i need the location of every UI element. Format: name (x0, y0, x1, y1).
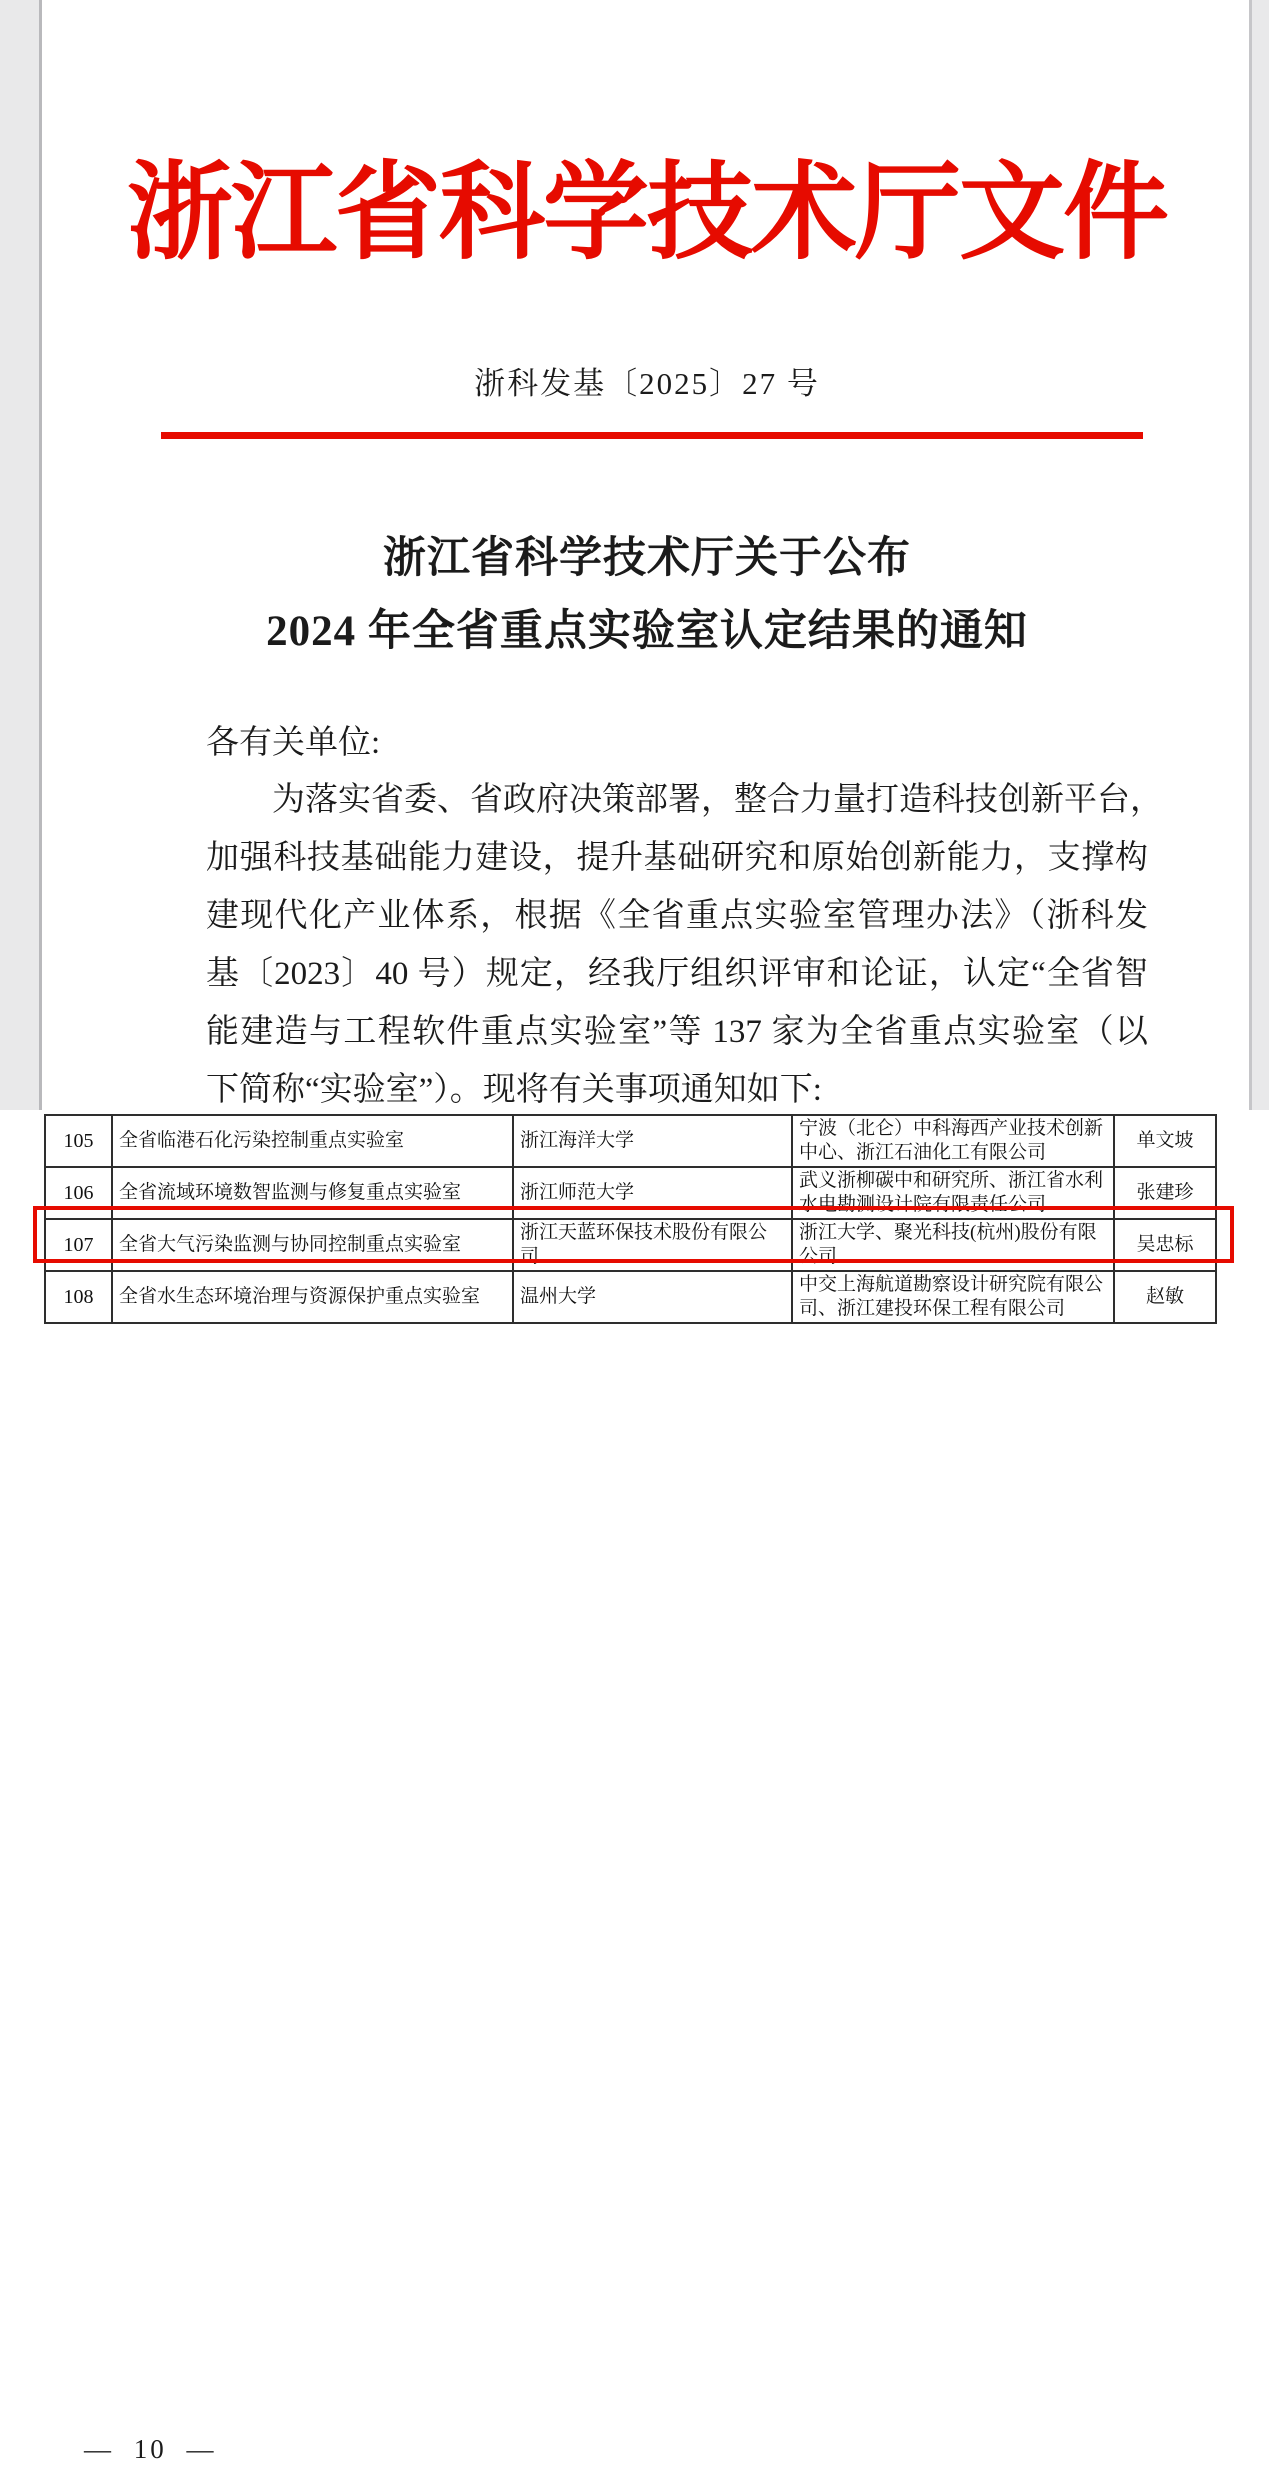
cell-lab-name: 全省大气污染监测与协同控制重点实验室 (112, 1219, 513, 1271)
document-number: 浙科发基〔2025〕27 号 (474, 366, 820, 401)
cell-partner-institutions: 浙江大学、聚光科技(杭州)股份有限公司 (792, 1219, 1114, 1271)
paragraph-line: 为落实省委、省政府决策部署，整合力量打造科技创新平台， (272, 782, 1163, 818)
cell-lab-name: 全省水生态环境治理与资源保护重点实验室 (112, 1271, 513, 1323)
cell-host-institution: 温州大学 (513, 1271, 792, 1323)
paragraph-line: 建现代化产业体系，根据《全省重点实验室管理办法》（浙科发 (206, 898, 1148, 934)
salutation: 各有关单位: (206, 725, 381, 761)
cell-director-name: 赵敏 (1114, 1271, 1216, 1323)
table-row-highlighted (45, 1219, 1216, 1271)
cell-host-institution: 浙江天蓝环保技术股份有限公司 (513, 1219, 792, 1271)
cell-lab-name: 全省流域环境数智监测与修复重点实验室 (112, 1167, 513, 1219)
cell-host-institution: 浙江海洋大学 (513, 1115, 792, 1167)
page-number: — 10 — (84, 2434, 217, 2464)
paragraph-line: 下简称“实验室”）。现将有关事项通知如下: (206, 1072, 822, 1108)
cell-seq-number: 106 (45, 1167, 112, 1219)
cell-lab-name: 全省临港石化污染控制重点实验室 (112, 1115, 513, 1167)
document-page (45, 0, 1249, 1110)
cell-seq-number: 107 (45, 1219, 112, 1271)
paragraph-line: 能建造与工程软件重点实验室”等 137 家为全省重点实验室（以 (206, 1014, 1148, 1050)
notice-title-line-2: 2024 年全省重点实验室认定结果的通知 (266, 608, 1028, 655)
table-row (45, 1271, 1216, 1323)
paragraph-line: 加强科技基础能力建设，提升基础研究和原始创新能力，支撑构 (206, 840, 1148, 876)
notice-title (45, 522, 1249, 668)
cell-partner-institutions: 中交上海航道勘察设计研究院有限公司、浙江建投环保工程有限公司 (792, 1271, 1114, 1323)
cell-host-institution: 浙江师范大学 (513, 1167, 792, 1219)
cell-director-name: 张建珍 (1114, 1167, 1216, 1219)
document-red-header-title: 浙江省科学技术厅文件 (127, 155, 1167, 272)
table-row (45, 1167, 1216, 1219)
cell-partner-institutions: 宁波（北仑）中科海西产业技术创新中心、浙江石油化工有限公司 (792, 1115, 1114, 1167)
notice-title-line-1: 浙江省科学技术厅关于公布 (383, 535, 911, 582)
scan-margin-left (0, 0, 42, 1110)
lab-results-table (44, 1114, 1217, 1324)
lab-results-table-section (0, 1110, 1269, 2464)
cell-seq-number: 108 (45, 1271, 112, 1323)
paragraph-line: 基〔2023〕40 号）规定，经我厅组织评审和论证，认定“全省智 (206, 956, 1148, 992)
body-paragraph (206, 771, 1163, 1119)
table-row (45, 1115, 1216, 1167)
cell-director-name: 吴忠标 (1114, 1219, 1216, 1271)
red-divider-rule (161, 432, 1143, 439)
cell-seq-number: 105 (45, 1115, 112, 1167)
cell-partner-institutions: 武义浙柳碳中和研究所、浙江省水利水电勘测设计院有限责任公司 (792, 1167, 1114, 1219)
cell-director-name: 单文坡 (1114, 1115, 1216, 1167)
scan-margin-right (1249, 0, 1269, 1110)
